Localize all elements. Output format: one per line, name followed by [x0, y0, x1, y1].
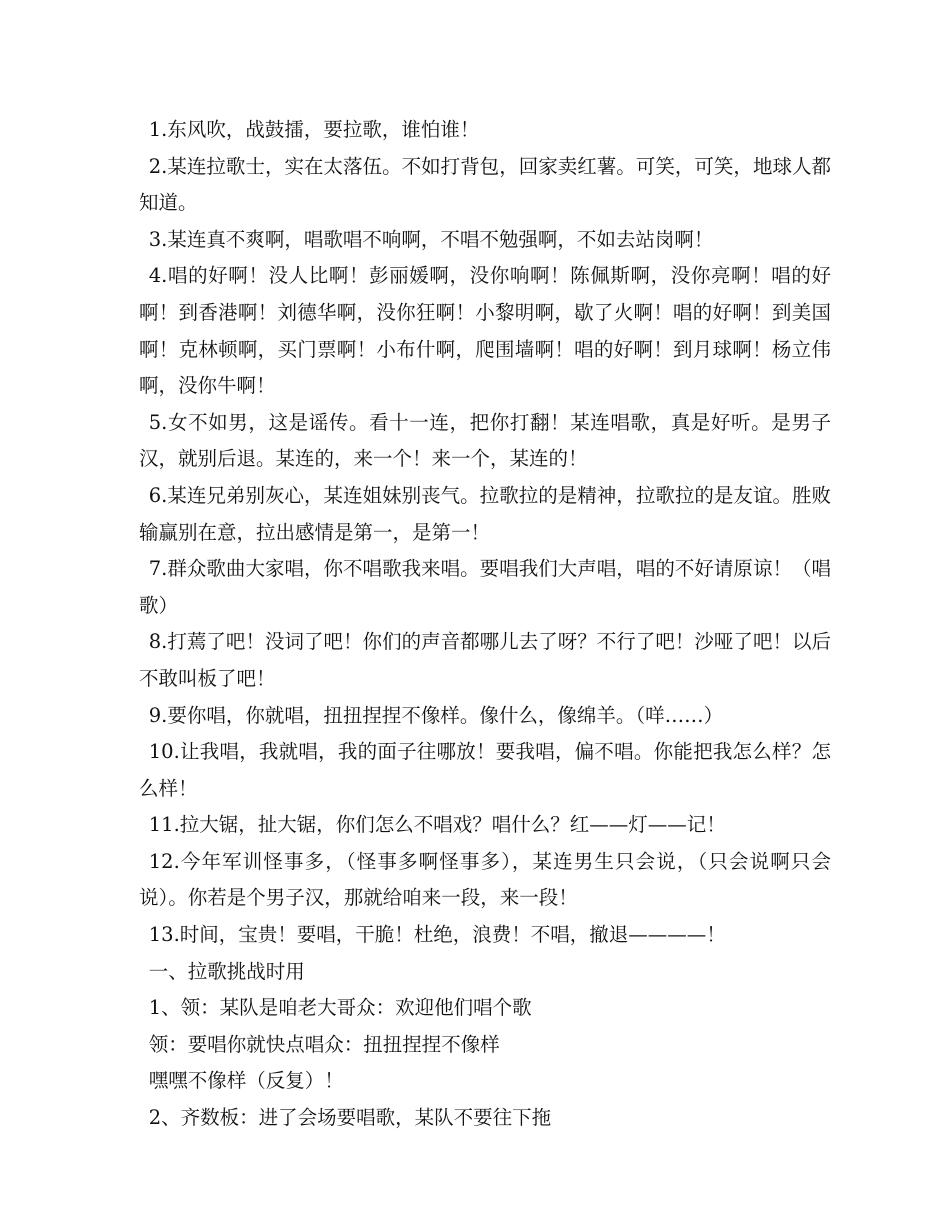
paragraph-12: 12.今年军训怪事多，（怪事多啊怪事多），某连男生只会说，（只会说啊只会说）。你若是个男子汉，那就给咱来一段，来一段！ [139, 849, 831, 910]
paragraph-call-4: 2、齐数板：进了会场要唱歌，某队不要往下拖 [148, 1106, 552, 1130]
paragraph-9: 9.要你唱，你就唱，扭扭捏捏不像样。像什么，像绵羊。（咩……） [148, 703, 724, 727]
paragraph-11: 11.拉大锯，扯大锯，你们怎么不唱戏？唱什么？红——灯——记！ [148, 813, 726, 837]
document-body [139, 112, 831, 1137]
paragraph-call-2: 领：要唱你就快点唱众：扭扭捏捏不像样 [148, 1032, 500, 1056]
paragraph-6: 6.某连兄弟别灰心，某连姐妹别丧气。拉歌拉的是精神，拉歌拉的是友谊。胜败输赢别在意，拉出感情是第一，是第一！ [139, 483, 831, 544]
paragraph-4: 4.唱的好啊！没人比啊！彭丽媛啊，没你响啊！陈佩斯啊，没你亮啊！唱的好啊！到香港啊！刘德华啊，没你狂啊！小黎明啊，歇了火啊！唱的好啊！到美国啊！克林顿啊，买门票啊！小布什啊，爬围墙啊！唱的好啊！到月球啊！杨立伟啊，没你牛啊！ [139, 264, 831, 398]
section-heading: 一、拉歌挑战时用 [148, 959, 305, 983]
paragraph-7: 7.群众歌曲大家唱，你不唱歌我来唱。要唱我们大声唱，唱的不好请原谅！（唱歌） [139, 557, 831, 617]
paragraph-8: 8.打蔫了吧！没词了吧！你们的声音都哪儿去了呀？不行了吧！沙哑了吧！以后不敢叫板了吧！ [139, 630, 831, 690]
paragraph-5: 5.女不如男，这是谣传。看十一连，把你打翻！某连唱歌，真是好听。是男子汉，就别后退。某连的，来一个！来一个，某连的！ [139, 410, 831, 471]
paragraph-10: 10.让我唱，我就唱，我的面子往哪放！要我唱，偏不唱。你能把我怎么样？怎么样！ [139, 740, 831, 800]
paragraph-call-1: 1、领：某队是咱老大哥众：欢迎他们唱个歌 [148, 996, 532, 1020]
paragraph-3: 3.某连真不爽啊，唱歌唱不响啊，不唱不勉强啊，不如去站岗啊！ [148, 227, 714, 251]
paragraph-13: 13.时间，宝贵！要唱，干脆！杜绝，浪费！不唱，撤退————！ [148, 923, 726, 947]
paragraph-2: 2.某连拉歌士，实在太落伍。不如打背包，回家卖红薯。可笑，可笑，地球人都知道。 [139, 154, 831, 215]
paragraph-call-3: 嘿嘿不像样（反复）！ [148, 1069, 344, 1093]
paragraph-1: 1.东风吹，战鼓擂，要拉歌，谁怕谁！ [148, 118, 480, 141]
